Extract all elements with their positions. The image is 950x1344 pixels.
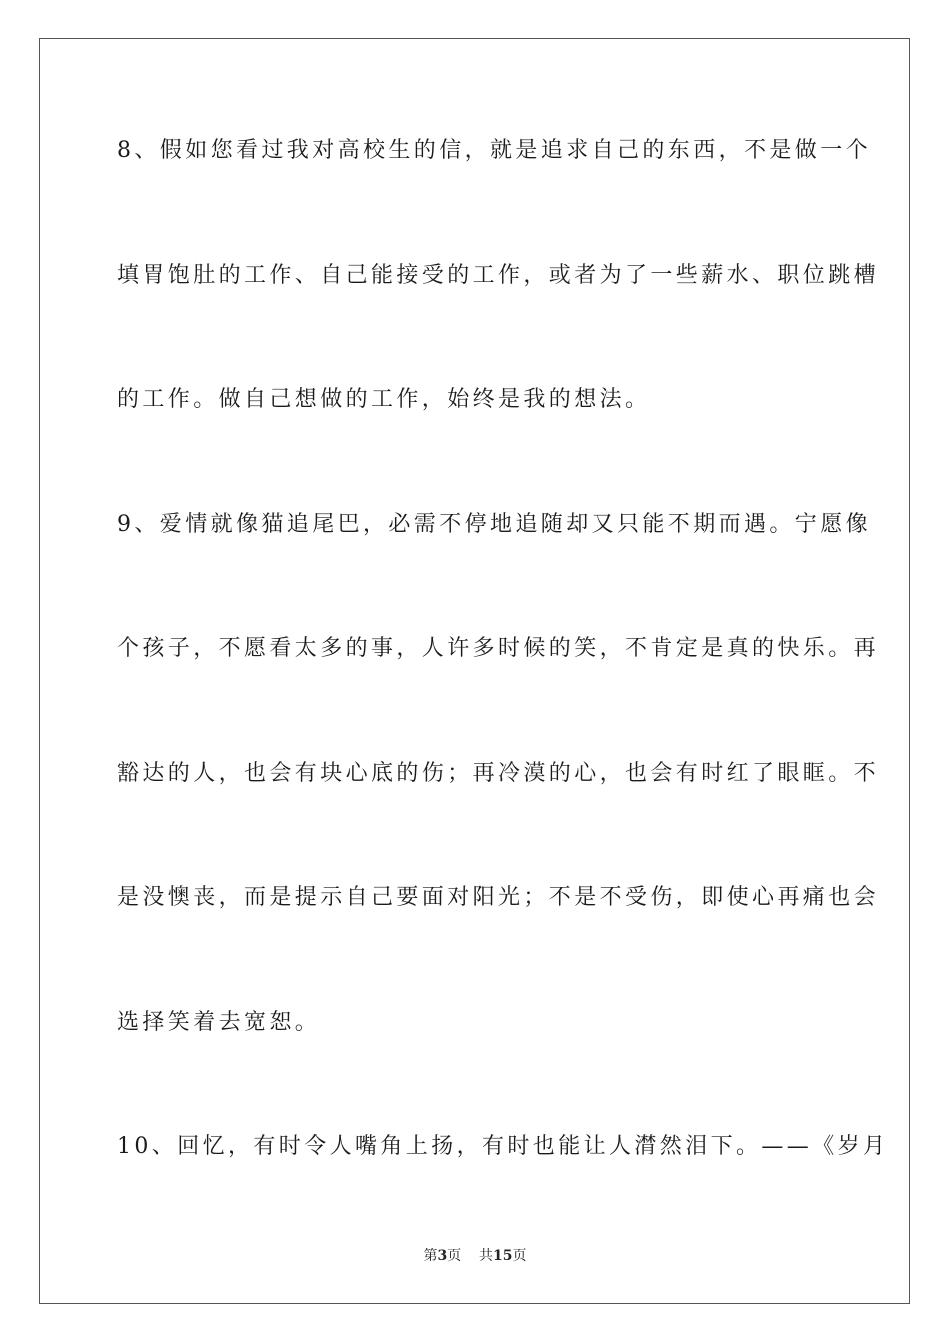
total-suffix: 页 [512,1248,527,1264]
total-prefix: 共 [479,1248,494,1264]
paragraph-line: 是没懊丧，而是提示自己要面对阳光；不是不受伤，即使心再痛也会 [117,885,880,910]
page-total: 15 [493,1248,513,1264]
page-prefix: 第 [423,1248,438,1264]
paragraph-line: 豁达的人，也会有块心底的伤；再冷漠的心，也会有时红了眼眶。不 [117,761,880,786]
page-current: 3 [437,1248,448,1264]
page-footer [0,1247,950,1265]
paragraph-line: 8、假如您看过我对高校生的信，就是追求自己的东西，不是做一个 [117,138,871,163]
paragraph-line: 选择笑着去宽恕。 [117,1010,321,1035]
paragraph-line: 个孩子，不愿看太多的事，人许多时候的笑，不肯定是真的快乐。再 [117,636,880,661]
paragraph-line: 填胃饱肚的工作、自己能接受的工作，或者为了一些薪水、职位跳槽 [117,263,880,288]
paragraph-line: 10、回忆，有时令人嘴角上扬，有时也能让人潸然泪下。——《岁月 [117,1134,889,1159]
page-border [39,38,910,1304]
page-suffix: 页 [447,1248,462,1264]
paragraph-line: 的工作。做自己想做的工作，始终是我的想法。 [117,387,651,412]
paragraph-line: 9、爱情就像猫追尾巴，必需不停地追随却又只能不期而遇。宁愿像 [117,512,871,537]
